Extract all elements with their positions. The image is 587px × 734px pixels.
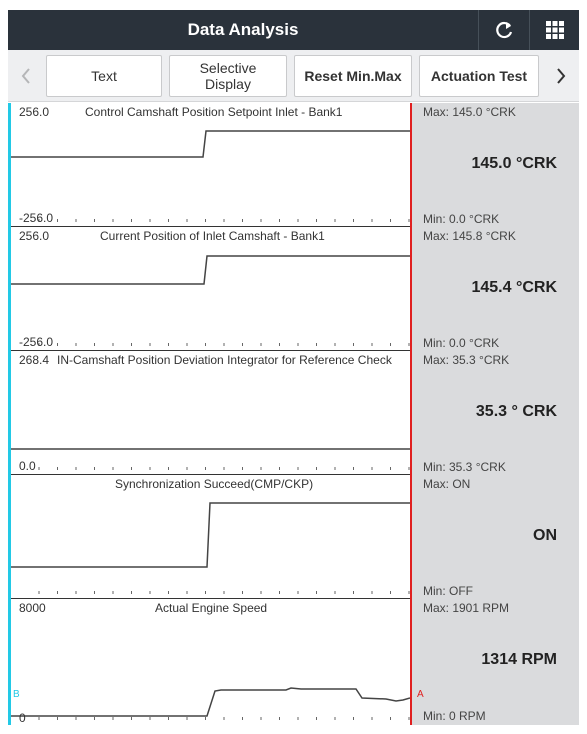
parameter-name: Control Camshaft Position Setpoint Inlet - Bank1 xyxy=(85,105,343,119)
refresh-button[interactable] xyxy=(478,10,528,50)
parameter-row[interactable] xyxy=(11,227,579,351)
signal-trace xyxy=(11,256,410,284)
min-value: Min: OFF xyxy=(423,584,473,598)
selective-display-button[interactable] xyxy=(169,55,287,97)
tick-marks xyxy=(39,591,409,594)
signal-trace xyxy=(11,503,410,567)
cursor-b-label: B xyxy=(13,689,20,700)
parameter-graph xyxy=(11,227,410,351)
actuation-test-button[interactable]: Actuation Test xyxy=(419,55,539,97)
refresh-icon xyxy=(493,19,515,41)
current-value: ON xyxy=(533,527,557,544)
data-graph-area xyxy=(8,103,579,725)
reset-min-max-button[interactable]: Reset Min.Max xyxy=(294,55,412,97)
tick-marks xyxy=(39,219,409,222)
scale-min-label: 0.0 xyxy=(19,459,36,473)
toolbar xyxy=(8,50,579,102)
cursor-a-label: A xyxy=(417,689,424,700)
parameter-row[interactable] xyxy=(11,599,579,725)
parameter-graph xyxy=(11,351,410,475)
current-value: 145.0 °CRK xyxy=(471,155,557,172)
tick-marks xyxy=(39,717,409,720)
graph-canvas xyxy=(11,103,410,227)
scroll-left-button[interactable] xyxy=(8,50,44,102)
grid-menu-button[interactable] xyxy=(529,10,579,50)
min-value: Min: 35.3 °CRK xyxy=(423,460,506,474)
page-title: Data Analysis xyxy=(187,20,299,39)
cursor-a-line[interactable] xyxy=(410,103,412,725)
max-value: Max: 145.8 °CRK xyxy=(423,229,516,243)
graph-canvas xyxy=(11,227,410,351)
graph-canvas xyxy=(11,475,410,599)
parameter-info-panel xyxy=(412,475,579,599)
scale-max-label: 256.0 xyxy=(19,229,50,243)
tick-marks xyxy=(39,467,409,470)
current-value: 1314 RPM xyxy=(481,651,557,668)
parameter-row[interactable] xyxy=(11,103,579,227)
scale-min-label: -256.0 xyxy=(19,211,54,225)
max-value: Max: 35.3 °CRK xyxy=(423,353,510,367)
parameter-info-panel xyxy=(412,599,579,725)
min-value: Min: 0.0 °CRK xyxy=(423,336,500,350)
parameter-graph xyxy=(11,475,410,599)
max-value: Max: 1901 RPM xyxy=(423,601,510,615)
tick-marks xyxy=(39,343,409,346)
chevron-right-icon xyxy=(555,67,567,85)
current-value: 145.4 °CRK xyxy=(471,279,557,296)
min-value: Min: 0 RPM xyxy=(423,709,486,723)
min-value: Min: 0.0 °CRK xyxy=(423,212,500,226)
parameter-info-panel xyxy=(412,351,579,475)
scale-max-label: 8000 xyxy=(19,601,46,615)
chevron-left-icon xyxy=(20,67,32,85)
parameter-name: Current Position of Inlet Camshaft - Bank1 xyxy=(100,229,325,243)
parameter-info-panel xyxy=(412,103,579,227)
grid-menu-icon xyxy=(545,20,565,40)
parameter-name: Synchronization Succeed(CMP/CKP) xyxy=(115,477,314,491)
scroll-right-button[interactable] xyxy=(543,50,579,102)
title-bar xyxy=(8,10,579,50)
cursor-b-line[interactable] xyxy=(8,103,11,725)
parameter-graph xyxy=(11,599,410,723)
parameter-graph xyxy=(11,103,410,227)
graph-canvas xyxy=(11,599,410,725)
text-button[interactable]: Text xyxy=(46,55,162,97)
parameter-row[interactable] xyxy=(11,351,579,475)
signal-trace xyxy=(11,688,410,716)
graph-canvas xyxy=(11,351,410,475)
parameter-name: IN-Camshaft Position Deviation Integrator for Reference Check xyxy=(57,353,392,367)
current-value: 35.3 ° CRK xyxy=(475,403,557,420)
selective-display-label: Selective Display xyxy=(199,60,257,92)
max-value: Max: 145.0 °CRK xyxy=(423,105,516,119)
scale-min-label: -256.0 xyxy=(19,335,54,349)
scale-min-label: 0 xyxy=(19,711,26,725)
scale-max-label: 268.4 xyxy=(19,353,50,367)
parameter-row[interactable] xyxy=(11,475,579,599)
max-value: Max: ON xyxy=(423,477,471,491)
scale-max-label: 256.0 xyxy=(19,105,50,119)
signal-trace xyxy=(11,131,410,157)
parameter-name: Actual Engine Speed xyxy=(155,601,268,615)
parameter-info-panel xyxy=(412,227,579,351)
